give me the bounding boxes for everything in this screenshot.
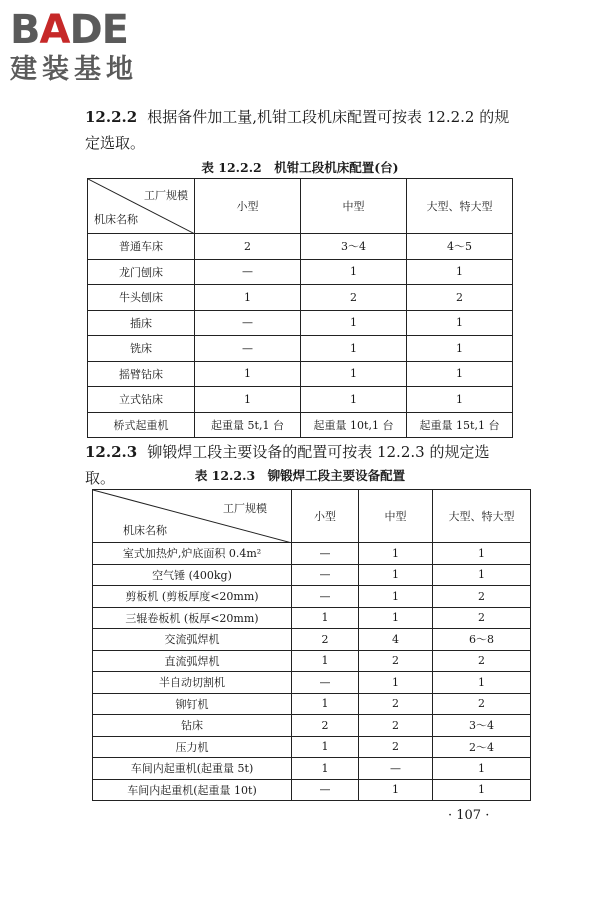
machine-name-cell: 三辊卷板机 (板厚<20mm) <box>93 607 292 629</box>
cell-medium: 1 <box>301 259 407 285</box>
cell-medium: 1 <box>359 607 433 629</box>
cell-large: 1 <box>407 310 513 336</box>
table-row <box>93 586 531 608</box>
cell-large: 2 <box>433 586 531 608</box>
cell-small: 1 <box>292 736 359 758</box>
cell-small: 1 <box>292 607 359 629</box>
cell-small: — <box>292 564 359 586</box>
cell-small: — <box>292 672 359 694</box>
cell-medium: 1 <box>359 564 433 586</box>
machine-name-cell: 车间内起重机(起重量 10t) <box>93 779 292 801</box>
machine-name-cell: 普通车床 <box>88 234 195 260</box>
cell-small: — <box>292 586 359 608</box>
column-header: 中型 <box>359 490 433 543</box>
cell-small: — <box>195 310 301 336</box>
table2-caption: 表 12.2.3 铆锻焊工段主要设备配置 <box>194 468 406 483</box>
machine-name-cell: 车间内起重机(起重量 5t) <box>93 758 292 780</box>
cell-large: 4～5 <box>407 234 513 260</box>
cell-small: — <box>195 259 301 285</box>
cell-large: 1 <box>407 259 513 285</box>
machine-name-cell: 室式加热炉,炉底面积 0.4m² <box>93 543 292 565</box>
cell-small: — <box>195 336 301 362</box>
table-row <box>88 361 513 387</box>
machine-name-cell: 交流弧焊机 <box>93 629 292 651</box>
cell-medium: 1 <box>359 586 433 608</box>
table-header-row <box>93 490 531 543</box>
table-12-2-2 <box>87 178 513 438</box>
cell-large: 1 <box>407 361 513 387</box>
machine-name-cell: 剪板机 (剪板厚度<20mm) <box>93 586 292 608</box>
cell-small: 起重量 5t,1 台 <box>195 412 301 438</box>
cell-large: 1 <box>433 758 531 780</box>
cell-large: 1 <box>433 672 531 694</box>
cell-large: 2 <box>433 693 531 715</box>
cell-small: 2 <box>292 715 359 737</box>
header-bottom-label: 机床名称 <box>94 213 138 226</box>
cell-large: 6～8 <box>433 629 531 651</box>
column-header: 大型、特大型 <box>407 179 513 234</box>
column-header: 中型 <box>301 179 407 234</box>
cell-small: 1 <box>292 650 359 672</box>
machine-name-cell: 铣床 <box>88 336 195 362</box>
section-text: 根据备件加工量,机钳工段机床配置可按表 12.2.2 的规定选取。 <box>85 108 510 152</box>
cell-large: 2 <box>407 285 513 311</box>
cell-medium: 2 <box>301 285 407 311</box>
table-row <box>88 285 513 311</box>
table-row <box>88 310 513 336</box>
cell-small: 1 <box>292 693 359 715</box>
header-diagonal-cell <box>93 490 292 543</box>
table-row <box>93 607 531 629</box>
section-text: 铆锻焊工段主要设备的配置可按表 12.2.3 的规定选取。 <box>85 443 490 487</box>
cell-medium: 2 <box>359 650 433 672</box>
cell-large: 2～4 <box>433 736 531 758</box>
cell-medium: 1 <box>301 310 407 336</box>
cell-medium: 1 <box>359 543 433 565</box>
table-12-2-3 <box>92 489 531 801</box>
logo-wordmark: BADE <box>10 7 128 53</box>
machine-name-cell: 钻床 <box>93 715 292 737</box>
header-diagonal-cell <box>88 179 195 234</box>
cell-small: 2 <box>195 234 301 260</box>
table-row <box>93 736 531 758</box>
cell-small: 1 <box>195 285 301 311</box>
header-top-label: 工厂规模 <box>144 189 188 202</box>
machine-name-cell: 铆钉机 <box>93 693 292 715</box>
machine-name-cell: 压力机 <box>93 736 292 758</box>
cell-small: 1 <box>195 387 301 413</box>
table-row <box>93 693 531 715</box>
table-row <box>93 758 531 780</box>
logo-subtitle: 建装基地 <box>10 54 138 85</box>
table-row <box>93 672 531 694</box>
cell-medium: 1 <box>359 779 433 801</box>
machine-name-cell: 插床 <box>88 310 195 336</box>
cell-small: — <box>292 779 359 801</box>
column-header: 小型 <box>195 179 301 234</box>
brand-logo <box>10 8 138 86</box>
table-row <box>93 650 531 672</box>
cell-large: 1 <box>433 779 531 801</box>
header-top-label: 工厂规模 <box>223 502 267 515</box>
table1-caption: 表 12.2.2 机钳工段机床配置(台) <box>201 160 399 175</box>
column-header: 大型、特大型 <box>433 490 531 543</box>
table-header-row <box>88 179 513 234</box>
machine-name-cell: 立式钻床 <box>88 387 195 413</box>
cell-medium: 4 <box>359 629 433 651</box>
table-row <box>93 779 531 801</box>
machine-name-cell: 牛头刨床 <box>88 285 195 311</box>
table-row <box>88 234 513 260</box>
machine-name-cell: 直流弧焊机 <box>93 650 292 672</box>
section-12-2-2 <box>85 104 515 156</box>
machine-name-cell: 空气锤 (400kg) <box>93 564 292 586</box>
cell-medium: 1 <box>359 672 433 694</box>
machine-name-cell: 龙门刨床 <box>88 259 195 285</box>
cell-medium: 3～4 <box>301 234 407 260</box>
cell-large: 2 <box>433 607 531 629</box>
cell-large: 2 <box>433 650 531 672</box>
table-row <box>93 629 531 651</box>
cell-medium: 2 <box>359 736 433 758</box>
cell-medium: 起重量 10t,1 台 <box>301 412 407 438</box>
cell-small: 2 <box>292 629 359 651</box>
cell-medium: — <box>359 758 433 780</box>
cell-large: 1 <box>407 387 513 413</box>
machine-name-cell: 摇臂钻床 <box>88 361 195 387</box>
cell-large: 1 <box>407 336 513 362</box>
table-row <box>88 336 513 362</box>
section-number: 12.2.2 <box>85 108 138 126</box>
table-row <box>88 259 513 285</box>
machine-name-cell: 半自动切割机 <box>93 672 292 694</box>
table-row <box>93 543 531 565</box>
cell-medium: 2 <box>359 715 433 737</box>
cell-large: 1 <box>433 543 531 565</box>
table-row <box>88 387 513 413</box>
cell-small: 1 <box>195 361 301 387</box>
cell-large: 起重量 15t,1 台 <box>407 412 513 438</box>
cell-small: — <box>292 543 359 565</box>
table-row <box>93 715 531 737</box>
cell-large: 1 <box>433 564 531 586</box>
machine-name-cell: 桥式起重机 <box>88 412 195 438</box>
column-header: 小型 <box>292 490 359 543</box>
cell-large: 3～4 <box>433 715 531 737</box>
cell-medium: 1 <box>301 336 407 362</box>
table-row <box>93 564 531 586</box>
cell-small: 1 <box>292 758 359 780</box>
header-bottom-label: 机床名称 <box>123 524 167 537</box>
page-number: · 107 · <box>448 808 490 823</box>
cell-medium: 2 <box>359 693 433 715</box>
section-number: 12.2.3 <box>85 443 138 461</box>
cell-medium: 1 <box>301 361 407 387</box>
cell-medium: 1 <box>301 387 407 413</box>
table-row <box>88 412 513 438</box>
